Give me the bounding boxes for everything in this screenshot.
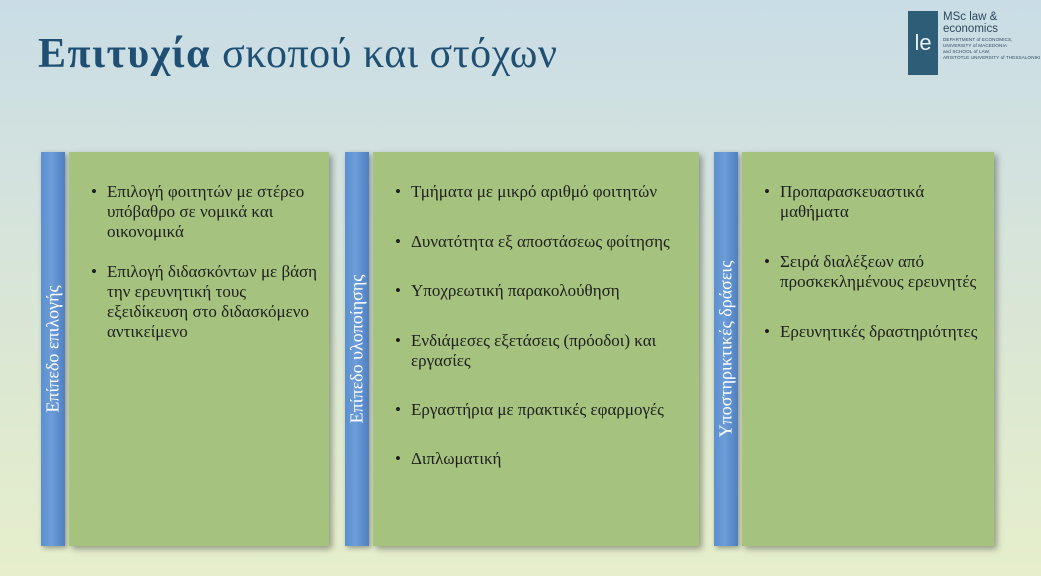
bullet-list: [91, 182, 319, 342]
list-item: • Επιλογή φοιτητών με στέρεο υπόβαθρο σε νομικά και οικονομικά: [91, 182, 319, 242]
list-item: • Επιλογή διδασκόντων με βάση την ερευνητική τους εξειδίκευση στο διδασκόμενο αντικείμενο: [91, 262, 319, 342]
title-bold-word: Επιτυχία: [38, 31, 212, 77]
list-item: • Υποχρεωτική παρακολούθηση: [395, 281, 689, 301]
group-content-card: [69, 152, 329, 546]
logo-title: [943, 11, 998, 35]
logo-line-2: economics: [943, 23, 998, 35]
bullet-list: [395, 182, 689, 469]
group-vertical-label-bar: [41, 152, 65, 546]
logo-line-1: MSc law &: [943, 11, 998, 23]
logo-mark: le: [908, 11, 938, 75]
logo-sub-line: ARISTOTLE UNIVERSITY of THESSALONIKI: [943, 55, 1041, 60]
group-support-actions: [714, 152, 994, 546]
slide-title: [38, 30, 557, 78]
logo-sub-line: and SCHOOL of LAW,: [943, 49, 991, 54]
group-vertical-label: Υποστηρικτικές δράσεις: [715, 260, 736, 438]
group-implementation-level: [345, 152, 699, 546]
list-item: • Σειρά διαλέξεων από προσκεκλημένους ερευνητές: [764, 252, 984, 292]
list-item: • Ερευνητικές δραστηριότητες: [764, 322, 984, 342]
group-content-card: [742, 152, 994, 546]
list-item: • Εργαστήρια με πρακτικές εφαρμογές: [395, 400, 689, 420]
msc-law-economics-logo: [908, 11, 1041, 77]
logo-sub-line: DEPARTMENT of ECONOMICS,: [943, 37, 1013, 42]
list-item: • Δυνατότητα εξ αποστάσεως φοίτησης: [395, 232, 689, 252]
list-item: • Ενδιάμεσες εξετάσεις (πρόοδοι) και εργασίες: [395, 331, 689, 371]
group-content-card: [373, 152, 699, 546]
list-item: • Διπλωματική: [395, 449, 689, 469]
list-item: • Τμήματα με μικρό αριθμό φοιτητών: [395, 182, 689, 202]
logo-sub-line: UNIVERSITY of MACEDONIA: [943, 43, 1007, 48]
list-item: • Προπαρασκευαστικά μαθήματα: [764, 182, 984, 222]
bullet-list: [764, 182, 984, 342]
group-selection-level: [41, 152, 329, 546]
group-vertical-label: Επίπεδο υλοποίησης: [346, 274, 367, 424]
group-vertical-label: Επίπεδο επιλογής: [42, 285, 63, 413]
title-rest: σκοπού και στόχων: [211, 31, 558, 77]
group-vertical-label-bar: [714, 152, 738, 546]
logo-subtitle: [943, 37, 1041, 61]
group-vertical-label-bar: [345, 152, 369, 546]
